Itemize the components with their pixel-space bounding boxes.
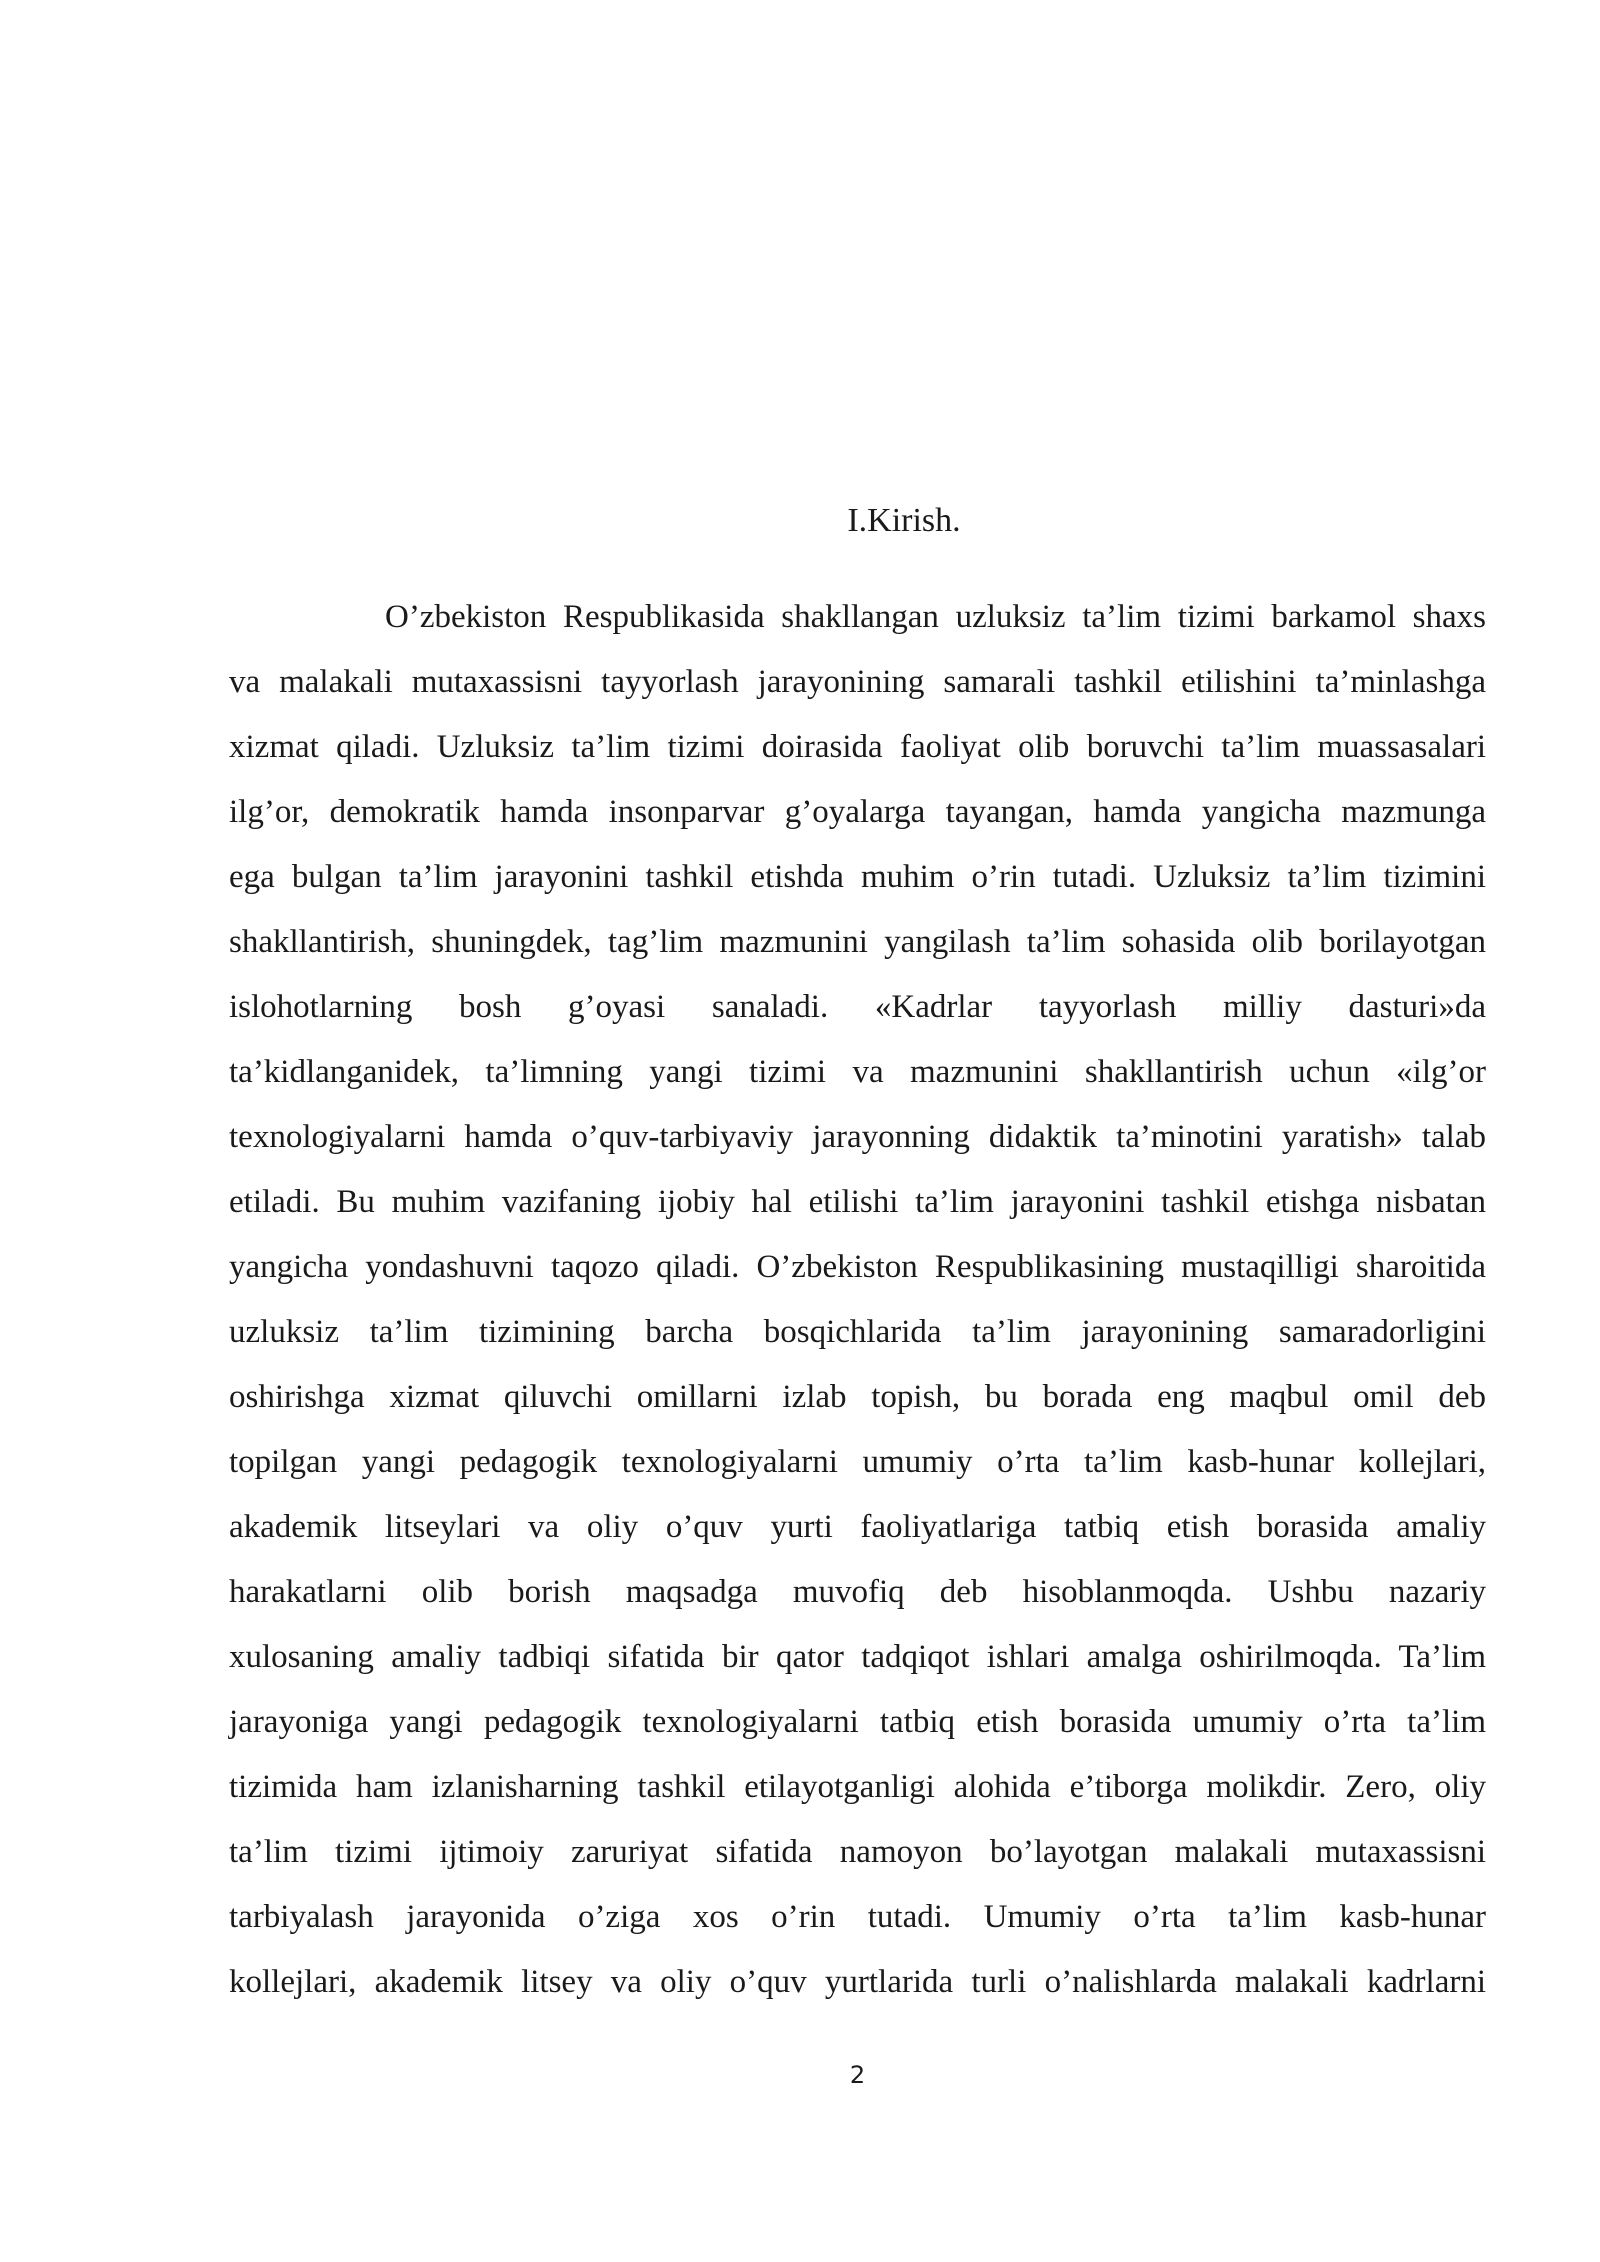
paragraph-line: etiladi. Bu muhim vazifaning ijobiy hal etilishi ta’lim jarayonini tashkil etishga nisbatan <box>229 1184 1486 1220</box>
paragraph-line: oshirishga xizmat qiluvchi omillarni izlab topish, bu borada eng maqbul omil deb <box>229 1379 1486 1415</box>
paragraph-line: kollejlari, akademik litsey va oliy o’quv yurtlarida turli o’nalishlarda malakali kadrlarni <box>229 1964 1486 2000</box>
paragraph-line: tarbiyalash jarayonida o’ziga xos o’rin tutadi. Umumiy o’rta ta’lim kasb-hunar <box>229 1899 1486 1935</box>
paragraph-line: yangicha yondashuvni taqozo qiladi. O’zbekiston Respublikasining mustaqilligi sharoitida <box>229 1249 1486 1285</box>
paragraph-line: ega bulgan ta’lim jarayonini tashkil etishda muhim o’rin tutadi. Uzluksiz ta’lim tizimini <box>229 859 1486 895</box>
paragraph-line: O’zbekiston Respublikasida shakllangan uzluksiz ta’lim tizimi barkamol shaxs <box>385 599 1486 635</box>
paragraph-line: tizimida ham izlanisharning tashkil etilayotganligi alohida e’tiborga molikdir. Zero, oliy <box>229 1769 1486 1805</box>
paragraph-line: uzluksiz ta’lim tizimining barcha bosqichlarida ta’lim jarayonining samaradorligini <box>229 1314 1486 1350</box>
paragraph-line: ta’lim tizimi ijtimoiy zaruriyat sifatida namoyon bo’layotgan malakali mutaxassisni <box>229 1834 1486 1870</box>
paragraph-line: ilg’or, demokratik hamda insonparvar g’oyalarga tayangan, hamda yangicha mazmunga <box>229 794 1486 830</box>
paragraph-line: jarayoniga yangi pedagogik texnologiyalarni tatbiq etish borasida umumiy o’rta ta’lim <box>229 1704 1486 1740</box>
section-heading: I.Kirish. <box>847 502 961 539</box>
paragraph-line: ta’kidlanganidek, ta’limning yangi tizimi va mazmunini shakllantirish uchun «ilg’or <box>229 1054 1486 1090</box>
paragraph-line: akademik litseylari va oliy o’quv yurti faoliyatlariga tatbiq etish borasida amaliy <box>229 1509 1486 1545</box>
paragraph-line: va malakali mutaxassisni tayyorlash jarayonining samarali tashkil etilishini ta’minlashga <box>229 664 1486 700</box>
paragraph-line: xulosaning amaliy tadbiqi sifatida bir qator tadqiqot ishlari amalga oshirilmoqda. Ta’lim <box>229 1639 1486 1675</box>
page-number: 2 <box>849 2061 866 2089</box>
paragraph-line: harakatlarni olib borish maqsadga muvofiq deb hisoblanmoqda. Ushbu nazariy <box>229 1574 1486 1610</box>
paragraph-line: islohotlarning bosh g’oyasi sanaladi. «Kadrlar tayyorlash milliy dasturi»da <box>229 989 1486 1025</box>
paragraph-line: topilgan yangi pedagogik texnologiyalarni umumiy o’rta ta’lim kasb-hunar kollejlari, <box>229 1444 1486 1480</box>
paragraph-line: texnologiyalarni hamda o’quv-tarbiyaviy jarayonning didaktik ta’minotini yaratish» talab <box>229 1119 1486 1155</box>
paragraph-line: xizmat qiladi. Uzluksiz ta’lim tizimi doirasida faoliyat olib boruvchi ta’lim muassasalari <box>229 729 1486 765</box>
body-paragraph <box>229 585 1486 2015</box>
paragraph-line: shakllantirish, shuningdek, tag’lim mazmunini yangilash ta’lim sohasida olib borilayotgan <box>229 924 1486 960</box>
